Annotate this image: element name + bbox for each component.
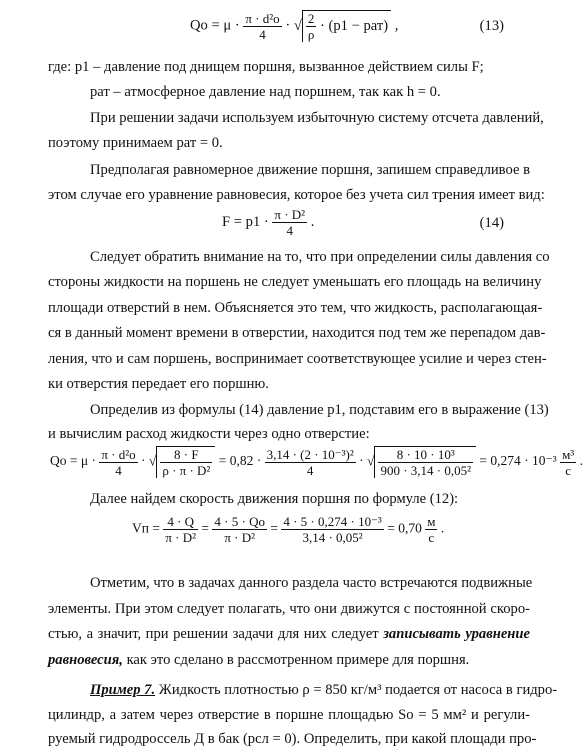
text-fragment: стью, а значит, при решении задачи для них следует xyxy=(48,626,379,642)
text-line: Предполагая равномерное движение поршня, запишем справедливое в xyxy=(90,162,530,178)
text-line: этом случае его уравнение равновесия, которое без учета сил трения имеет вид: xyxy=(48,187,545,203)
formula-velocity-frac1-numerator: 4 · Q xyxy=(163,514,198,530)
formula-flow-frac2-denominator: 4 xyxy=(306,462,314,478)
formula-14-lhs: F = p1 · xyxy=(222,213,269,230)
emphasis-text: записывать уравнение xyxy=(383,626,530,642)
formula-13-sqrt-denominator: ρ xyxy=(307,27,315,42)
formula-flow-lhs: Qо = μ · xyxy=(50,453,96,469)
text-line: Далее найдем скорость движения поршня по формуле (12): xyxy=(90,491,459,507)
formula-flow-unit-denominator: с xyxy=(565,462,572,478)
formula-flow-sqrt2-numerator: 8 · 10 · 10³ xyxy=(378,447,473,463)
sqrt-symbol: √ xyxy=(367,453,375,469)
formula-13-fraction xyxy=(243,11,281,42)
formula-flow-sqrt-2 xyxy=(367,446,476,478)
formula-velocity-unit-numerator: м xyxy=(427,514,436,529)
formula-14-tail: . xyxy=(310,213,315,230)
formula-14-body xyxy=(222,207,314,238)
formula-14-fraction xyxy=(272,207,307,238)
text-line: стороны жидкости на поршень не следует уменьшать его площадь на величину xyxy=(48,274,542,290)
equals-sign: = xyxy=(201,520,210,536)
formula-13-sqrt-numerator: 2 xyxy=(307,11,315,26)
dot-operator: · xyxy=(285,17,291,34)
formula-13-tail: , xyxy=(394,17,399,34)
formula-velocity-unit xyxy=(425,514,437,545)
formula-flow-fraction-1 xyxy=(99,447,137,478)
formula-13-sqrt-fraction xyxy=(306,11,317,42)
formula-velocity-fraction-3 xyxy=(281,514,384,545)
formula-velocity-tail: . xyxy=(440,520,445,536)
formula-flow-unit-numerator: м³ xyxy=(562,446,575,462)
formula-velocity-result: = 0,70 xyxy=(387,520,422,536)
text-fragment: как это сделано в рассмотренном примере для поршня. xyxy=(126,652,470,668)
formula-flow-sqrt2-denominator: 900 · 3,14 · 0,05² xyxy=(380,463,472,478)
formula-flow-frac1-denominator: 4 xyxy=(115,462,122,478)
text-line: ки отверстия передает его поршню. xyxy=(48,376,269,392)
formula-velocity-lhs: Vп = xyxy=(132,520,160,536)
formula-flow-mid: = 0,82 · xyxy=(218,453,262,469)
formula-14-frac-denominator: 4 xyxy=(286,223,293,238)
formula-velocity-unit-denominator: с xyxy=(428,530,435,545)
text-line: руемый гидродроссель Д в бак (pсл = 0). Определить, при какой площади про- xyxy=(48,731,537,747)
formula-13-frac-numerator: π · d²о xyxy=(245,10,280,26)
formula-velocity-frac3-denominator: 3,14 · 0,05² xyxy=(302,530,363,545)
formula-flow-sqrt1-fraction xyxy=(160,447,212,478)
formula-velocity-frac1-denominator: π · D² xyxy=(165,530,197,545)
text-line: pат – атмосферное давление над поршнем, так как h = 0. xyxy=(90,84,441,100)
text-line xyxy=(90,678,558,702)
text-line: ся в данный момент времени в отверстии, находится под тем же перепадом дав- xyxy=(48,325,546,341)
dot-operator: · xyxy=(359,453,364,469)
formula-13-number: (13) xyxy=(479,18,504,34)
formula-velocity-fraction-1 xyxy=(163,514,198,545)
text-line xyxy=(48,622,530,646)
emphasis-text: равновесия, xyxy=(48,652,123,668)
formula-velocity-body xyxy=(132,514,444,545)
formula-flow-unit xyxy=(560,447,576,478)
text-line: где: p1 – давление под днищем поршня, вызванное действием силы F; xyxy=(48,59,484,75)
sqrt-symbol: √ xyxy=(293,17,302,34)
formula-13-frac-denominator: 4 xyxy=(259,26,266,42)
formula-velocity-frac2-numerator: 4 · 5 · Qо xyxy=(214,514,265,529)
formula-flow-rate-body xyxy=(50,446,583,478)
formula-flow-tail: . xyxy=(579,453,583,469)
sqrt-symbol: √ xyxy=(148,453,157,469)
text-fragment: Жидкость плотностью ρ = 850 кг/м³ подается от насоса в гидро- xyxy=(158,682,558,698)
text-line: При решении задачи используем избыточную систему отсчета давлений, xyxy=(90,110,544,126)
formula-flow-sqrt1-denominator: ρ · π · D² xyxy=(162,463,211,478)
formula-flow-rate xyxy=(0,442,583,492)
equals-sign: = xyxy=(270,520,278,536)
formula-flow-frac2-numerator: 3,14 · (2 · 10⁻³)² xyxy=(266,446,354,462)
text-line: Определив из формулы (14) давление p1, подставим его в выражение (13) xyxy=(90,402,549,418)
formula-flow-result: = 0,274 · 10⁻³ xyxy=(479,453,557,469)
formula-13-sqrt xyxy=(294,10,391,42)
text-line xyxy=(48,648,530,672)
formula-flow-fraction-2 xyxy=(265,447,356,478)
text-line: поэтому принимаем pат = 0. xyxy=(48,135,223,151)
formula-velocity-frac2-denominator: π · D² xyxy=(224,530,256,545)
formula-velocity-fraction-2 xyxy=(212,514,267,545)
formula-13-body xyxy=(190,10,398,42)
formula-13 xyxy=(0,8,536,48)
text-line: Отметим, что в задачах данного раздела часто встречаются подвижные xyxy=(90,575,533,591)
formula-13-sqrt-tail: · (p1 − pат) xyxy=(320,17,389,34)
formula-flow-frac1-numerator: π · d²о xyxy=(101,446,136,462)
formula-velocity xyxy=(0,510,536,558)
text-line: площади отверстий в нем. Объясняется это тем, что жидкость, располагающая- xyxy=(48,300,543,316)
formula-flow-sqrt2-fraction xyxy=(378,447,473,478)
text-line: и вычислим расход жидкости через одно отверстие: xyxy=(48,426,370,442)
example-heading: Пример 7. xyxy=(90,682,156,698)
text-line: элементы. При этом следует полагать, что они движутся с постоянной скоро- xyxy=(48,601,530,617)
formula-flow-sqrt1-numerator: 8 · F xyxy=(160,447,212,463)
dot-operator: · xyxy=(141,453,146,469)
formula-13-lhs: Qо = μ · xyxy=(190,17,240,34)
formula-14-frac-numerator: π · D² xyxy=(274,207,306,222)
text-line: цилиндр, а затем через отверстие в поршне площадью Sо = 5 мм² и регули- xyxy=(48,707,530,723)
formula-14 xyxy=(0,207,536,247)
formula-velocity-frac3-numerator: 4 · 5 · 0,274 · 10⁻³ xyxy=(283,514,382,529)
text-line: ления, что и сам поршень, воспринимает соответствующее усилие и через стен- xyxy=(48,351,547,367)
text-line: Следует обратить внимание на то, что при определении силы давления со xyxy=(90,249,550,265)
formula-14-number: (14) xyxy=(479,215,504,231)
formula-flow-sqrt-1 xyxy=(149,446,215,478)
